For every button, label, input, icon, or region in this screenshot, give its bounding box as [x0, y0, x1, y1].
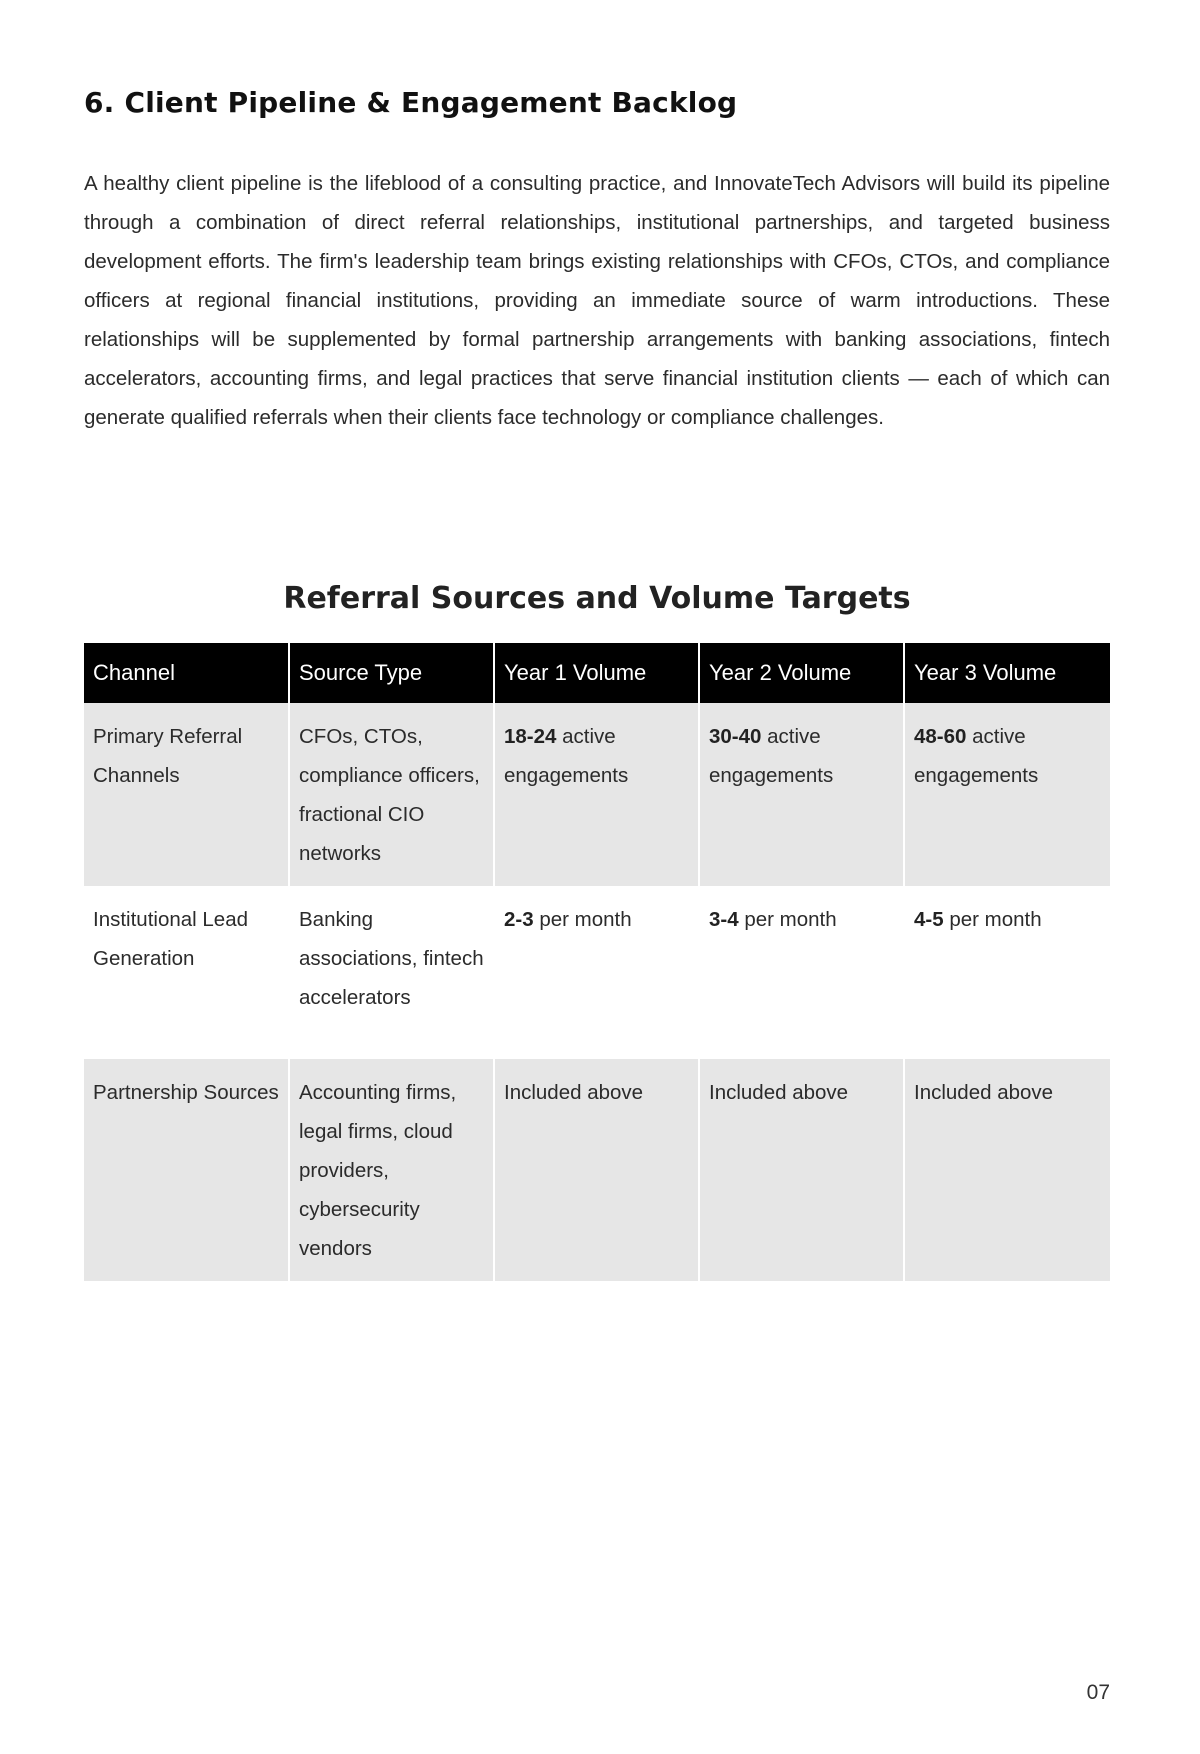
volume-unit: Included above — [709, 1081, 849, 1104]
cell-source-type: Banking associations, fintech accelerators — [289, 886, 494, 1059]
cell-channel: Primary Referral Channels — [84, 703, 289, 886]
cell-year-3-volume — [904, 886, 1110, 1059]
volume-unit: per month — [533, 908, 632, 931]
cell-year-1-volume — [494, 1059, 699, 1281]
volume-unit: per month — [738, 908, 837, 931]
volume-figure: 3-4 — [709, 908, 739, 931]
cell-year-3-volume — [904, 703, 1110, 886]
header-year-1-volume: Year 1 Volume — [494, 643, 699, 703]
volume-unit: Included above — [914, 1081, 1054, 1104]
volume-figure: 18-24 — [504, 725, 557, 748]
header-channel: Channel — [84, 643, 289, 703]
volume-figure: 48-60 — [914, 725, 967, 748]
cell-year-3-volume — [904, 1059, 1110, 1281]
volume-unit: Included above — [504, 1081, 644, 1104]
cell-year-2-volume — [699, 886, 904, 1059]
volume-figure: 2-3 — [504, 908, 534, 931]
section-body-paragraph: A healthy client pipeline is the lifeblood of a consulting practice, and InnovateTech Advisors will build its pipeline through a combination of direct referral relationships, institutional partnerships, and targeted business development efforts. The firm's leadership team brings existing relationships with CFOs, CTOs, and compliance officers at regional financial institutions, providing an immediate source of warm introductions. These relationships will be supplemented by formal partnership arrangements with banking associations, fintech accelerators, accounting firms, and legal practices that serve financial institution clients — each of which can generate qualified referrals when their clients face technology or compliance challenges. — [84, 172, 1110, 429]
referral-sources-table — [84, 643, 1110, 1281]
volume-unit: active engagements — [914, 725, 1039, 787]
cell-year-2-volume — [699, 1059, 904, 1281]
cell-channel: Institutional Lead Generation — [84, 886, 289, 1059]
table-row — [84, 886, 1110, 1059]
table-header-row — [84, 643, 1110, 703]
cell-channel: Partnership Sources — [84, 1059, 289, 1281]
volume-unit: active engagements — [504, 725, 629, 787]
header-year-3-volume: Year 3 Volume — [904, 643, 1110, 703]
header-year-2-volume: Year 2 Volume — [699, 643, 904, 703]
volume-unit: per month — [943, 908, 1042, 931]
cell-year-2-volume — [699, 703, 904, 886]
cell-source-type: CFOs, CTOs, compliance officers, fractional CIO networks — [289, 703, 494, 886]
volume-figure: 30-40 — [709, 725, 762, 748]
table-row — [84, 1059, 1110, 1281]
cell-year-1-volume — [494, 886, 699, 1059]
table-row — [84, 703, 1110, 886]
table-title: Referral Sources and Volume Targets — [283, 581, 911, 616]
header-source-type: Source Type — [289, 643, 494, 703]
section-heading: 6. Client Pipeline & Engagement Backlog — [84, 86, 738, 119]
volume-unit: active engagements — [709, 725, 834, 787]
page-number: 07 — [1086, 1681, 1110, 1704]
volume-figure: 4-5 — [914, 908, 944, 931]
cell-year-1-volume — [494, 703, 699, 886]
cell-source-type: Accounting firms, legal firms, cloud providers, cybersecurity vendors — [289, 1059, 494, 1281]
